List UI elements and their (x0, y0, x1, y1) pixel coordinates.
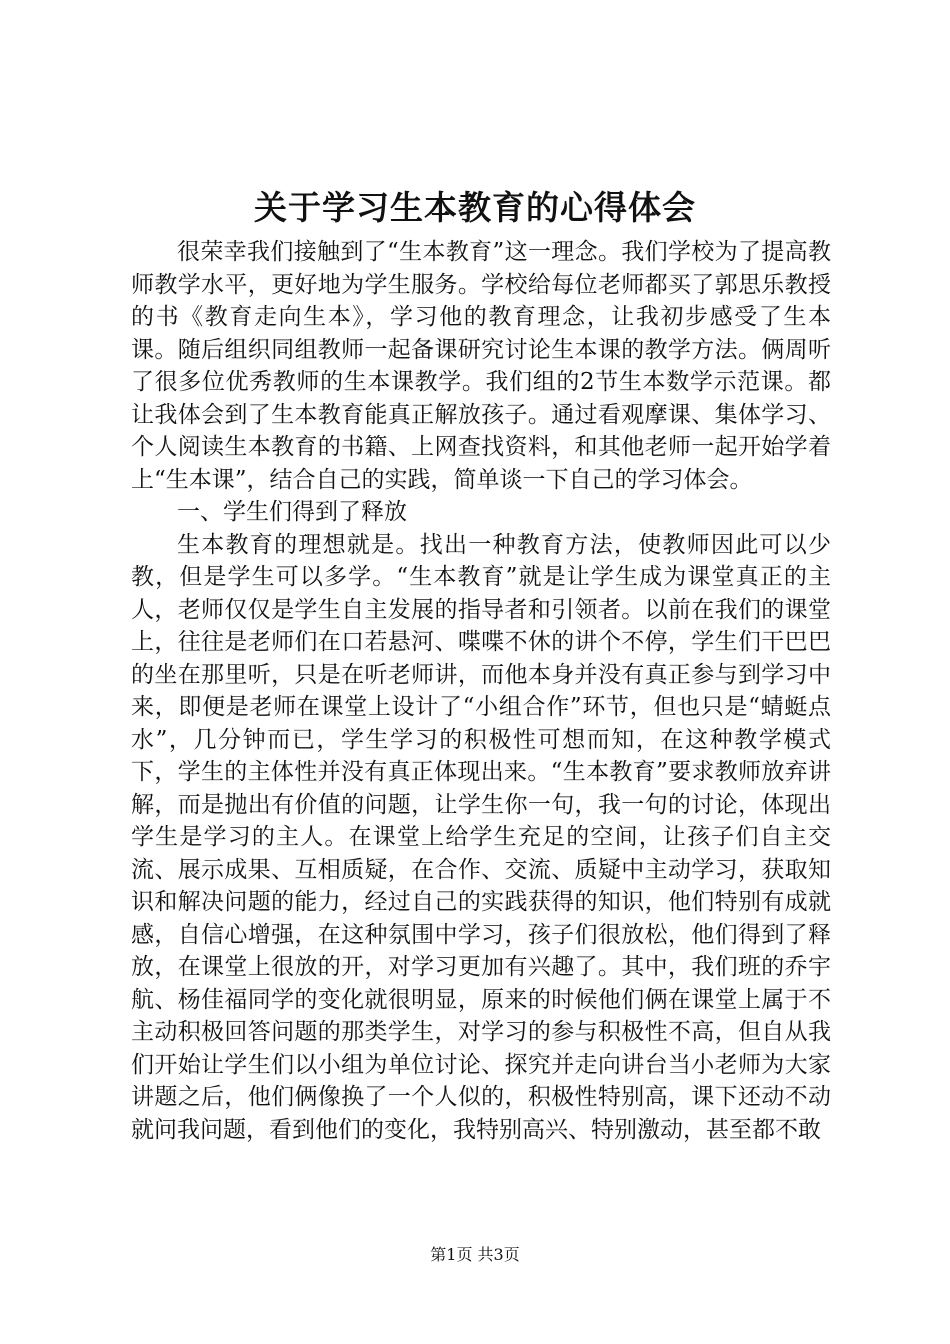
section-heading: 一、学生们得到了释放 (177, 499, 407, 525)
document-title: 关于学习生本教育的心得体会 (254, 188, 696, 227)
page-footer: 第1页 共3页 (430, 1245, 520, 1264)
paragraph-intro: 很荣幸我们接触到了“生本教育”这一理念。我们学校为了提高教师教学水平，更好地为学生服务。学校给每位老师都买了郭思乐教授的书《教育走向生本》，学习他的教育理念，让我初步感受了生本课。随后组织同组教师一起备课研究讨论生本课的教学方法。俩周听了很多位优秀教师的生本课教学。我们组的2节生本数学示范课。都让我体会到了生本教育能真正解放孩子。通过看观摩课、集体学习、个人阅读生本教育的书籍、上网查找资料，和其他老师一起开始学着上“生本课”，结合自己的实践，简单谈一下自己的学习体会。 (131, 239, 831, 493)
paragraph-section-1: 生本教育的理想就是。找出一种教育方法，使教师因此可以少教，但是学生可以多学。“生本教育”就是让学生成为课堂真正的主人，老师仅仅是学生自主发展的指导者和引领者。以前在我们的课堂上，往往是老师们在口若悬河、喋喋不休的讲个不停，学生们干巴巴的坐在那里听，只是在听老师讲，而他本身并没有真正参与到学习中来，即便是老师在课堂上设计了“小组合作”环节，但也只是“蜻蜓点水”，几分钟而已，学生学习的积极性可想而知，在这种教学模式下，学生的主体性并没有真正体现出来。“生本教育”要求教师放弃讲解，而是抛出有价值的问题，让学生你一句，我一句的讨论，体现出学生是学习的主人。在课堂上给学生充足的空间，让孩子们自主交流、展示成果、互相质疑，在合作、交流、质疑中主动学习，获取知识和解决问题的能力，经过自己的实践获得的知识，他们特别有成就感，自信心增强，在这种氛围中学习，孩子们很放松，他们得到了释放，在课堂上很放的开，对学习更加有兴趣了。其中，我们班的乔宇航、杨佳福同学的变化就很明显，原来的时候他们俩在课堂上属于不主动积极回答问题的那类学生，对学习的参与积极性不高，但自从我们开始让学生们以小组为单位讨论、探究并走向讲台当小老师为大家讲题之后，他们俩像换了一个人似的，积极性特别高，课下还动不动就问我问题，看到他们的变化，我特别高兴、特别激动，甚至都不敢 (131, 531, 831, 1143)
document-body (131, 236, 831, 1146)
